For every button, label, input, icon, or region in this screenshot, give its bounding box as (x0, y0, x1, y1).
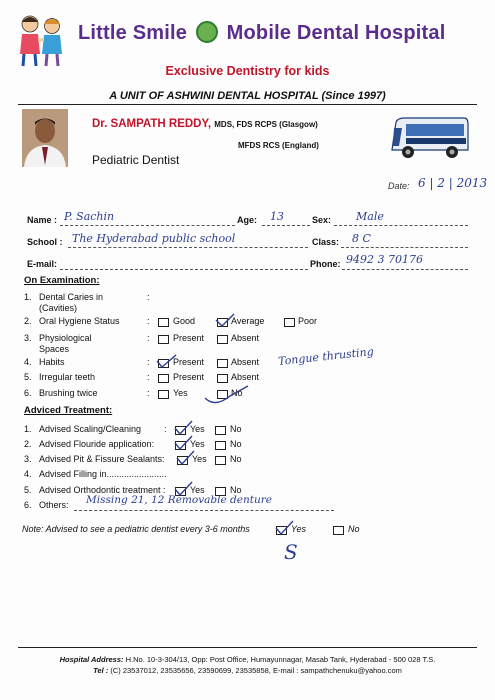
email-label: E-mail: (27, 259, 58, 269)
fluoride-yes-label: Yes (190, 439, 205, 449)
ortho-yes-label: Yes (190, 485, 205, 495)
exam-num-2: 2. (24, 316, 32, 326)
tick-fluoride-yes (175, 436, 192, 449)
recall-no-label: No (348, 524, 360, 534)
tick-brushing-no (205, 386, 248, 403)
tel-label: Tel : (93, 666, 109, 675)
unit-line: A UNIT OF ASHWINI DENTAL HOSPITAL (Since 1997) (109, 90, 386, 102)
class-value: 8 C (352, 232, 371, 245)
exam-num-5: 5. (24, 372, 32, 382)
sex-label: Sex: (312, 215, 332, 225)
scaling-yes-label: Yes (190, 424, 205, 434)
treat-num-5: 5. (24, 485, 32, 495)
sex-value: Male (356, 210, 384, 223)
tick-ortho-yes (175, 482, 192, 495)
treat-label-1: Advised Scaling/Cleaning (39, 424, 142, 434)
address-label: Hospital Address: (59, 655, 124, 664)
address-text: H.No. 10-3-304/13, Opp: Post Office, Humayunnagar, Masab Tank, Hyderabad - 500 028 T.S. (125, 655, 436, 664)
oral-hygiene-average-label: Average (231, 316, 265, 326)
fluoride-no-label: No (230, 439, 242, 449)
habits-note: Tongue thrusting (277, 345, 375, 368)
exam-label-1: Dental Caries in (Cavities) (39, 292, 104, 313)
treat-label-3: Advised Pit & Fissure Sealants: (39, 454, 165, 464)
sealants-no-label: No (230, 454, 242, 464)
exam-colon-2: : (147, 316, 150, 326)
footer-contact (0, 666, 495, 675)
oral-hygiene-poor-label: Poor (298, 316, 318, 326)
signature: S (284, 540, 298, 564)
title-right: Mobile Dental Hospital (226, 22, 446, 44)
tick-average (216, 314, 234, 326)
recall-yes-label: Yes (291, 524, 307, 534)
exam-label-4: Habits (39, 357, 65, 367)
exam-colon-5: : (147, 372, 150, 382)
irregular-absent-label: Absent (231, 372, 260, 382)
phone-value: 9492 3 70176 (346, 253, 423, 266)
brushing-no-label: No (231, 388, 243, 398)
brushing-yes-label: Yes (173, 388, 188, 398)
treat-num-2: 2. (24, 439, 32, 449)
date-label: Date: (388, 181, 410, 191)
oral-hygiene-good-label: Good (173, 316, 196, 326)
recall-note: Note: Advised to see a pediatric dentist every 3-6 months (22, 524, 250, 534)
footer-address (0, 655, 495, 664)
others-value: Missing 21, 12 Removable denture (86, 494, 272, 506)
exam-label-6: Brushing twice (39, 388, 98, 398)
name-label: Name : (27, 215, 58, 225)
scaling-no-label: No (230, 424, 242, 434)
doctor-name-text: Dr. SAMPATH REDDY, (92, 118, 212, 130)
treat-label-6: Others: (39, 500, 69, 510)
exam-colon-6: : (147, 388, 150, 398)
sealants-yes-label: Yes (192, 454, 207, 464)
habits-present-label: Present (173, 357, 205, 367)
name-value: P. Sachin (64, 210, 115, 223)
tick-recall-yes (276, 521, 293, 534)
phone-label: Phone: (310, 259, 341, 269)
exam-num-1: 1. (24, 292, 32, 302)
treat-label-4: Advised Filling in........................ (39, 469, 167, 479)
tick-sealants-yes (177, 451, 194, 464)
examination-heading: On Examination: (24, 275, 100, 286)
treat-num-1: 1. (24, 424, 32, 434)
treat-label-2: Advised Flouride application: (39, 439, 155, 449)
exam-num-6: 6. (24, 388, 32, 398)
treat-num-6: 6. (24, 500, 32, 510)
tel-text: (C) 23537012, 23535656, 23590699, 23535858, E-mail : sampathchenuku@yahoo.com (110, 666, 402, 675)
exam-colon-3: : (147, 333, 150, 343)
treat-num-3: 3. (24, 454, 32, 464)
exam-num-3: 3. (24, 333, 32, 343)
exam-colon-4: : (147, 357, 150, 367)
habits-absent-label: Absent (231, 357, 260, 367)
exam-colon-1: : (147, 292, 150, 302)
tagline: Exclusive Dentistry for kids (165, 64, 330, 78)
exam-label-5: Irregular teeth (39, 372, 96, 382)
treat-num-4: 4. (24, 469, 32, 479)
spaces-absent-label: Absent (231, 333, 260, 343)
exam-label-3: Physiological Spaces (39, 333, 92, 354)
doctor-quals-1: MDS, FDS RCPS (Glasgow) (214, 120, 318, 129)
ortho-no-label: No (230, 485, 242, 495)
age-value: 13 (270, 210, 284, 223)
spaces-present-label: Present (173, 333, 205, 343)
exam-num-4: 4. (24, 357, 32, 367)
doctor-specialty: Pediatric Dentist (92, 153, 180, 167)
treatment-heading: Adviced Treatment: (24, 405, 113, 416)
date-value: 6 | 2 | 2013 (418, 176, 488, 190)
footer-divider (18, 647, 477, 648)
treat-colon-1: : (164, 424, 167, 434)
school-value: The Hyderabad public school (72, 232, 236, 245)
exam-label-2: Oral Hygiene Status (39, 316, 120, 326)
title-left: Little Smile (78, 22, 188, 44)
school-label: School : (27, 237, 63, 247)
irregular-present-label: Present (173, 372, 205, 382)
tick-scaling-yes (175, 421, 192, 434)
treat-label-5: Advised Orthodontic treatment : (39, 485, 166, 495)
doctor-quals-2: MFDS RCS (England) (238, 141, 319, 150)
age-label: Age: (237, 215, 257, 225)
tick-habits-present (157, 355, 176, 367)
class-label: Class: (312, 237, 340, 247)
